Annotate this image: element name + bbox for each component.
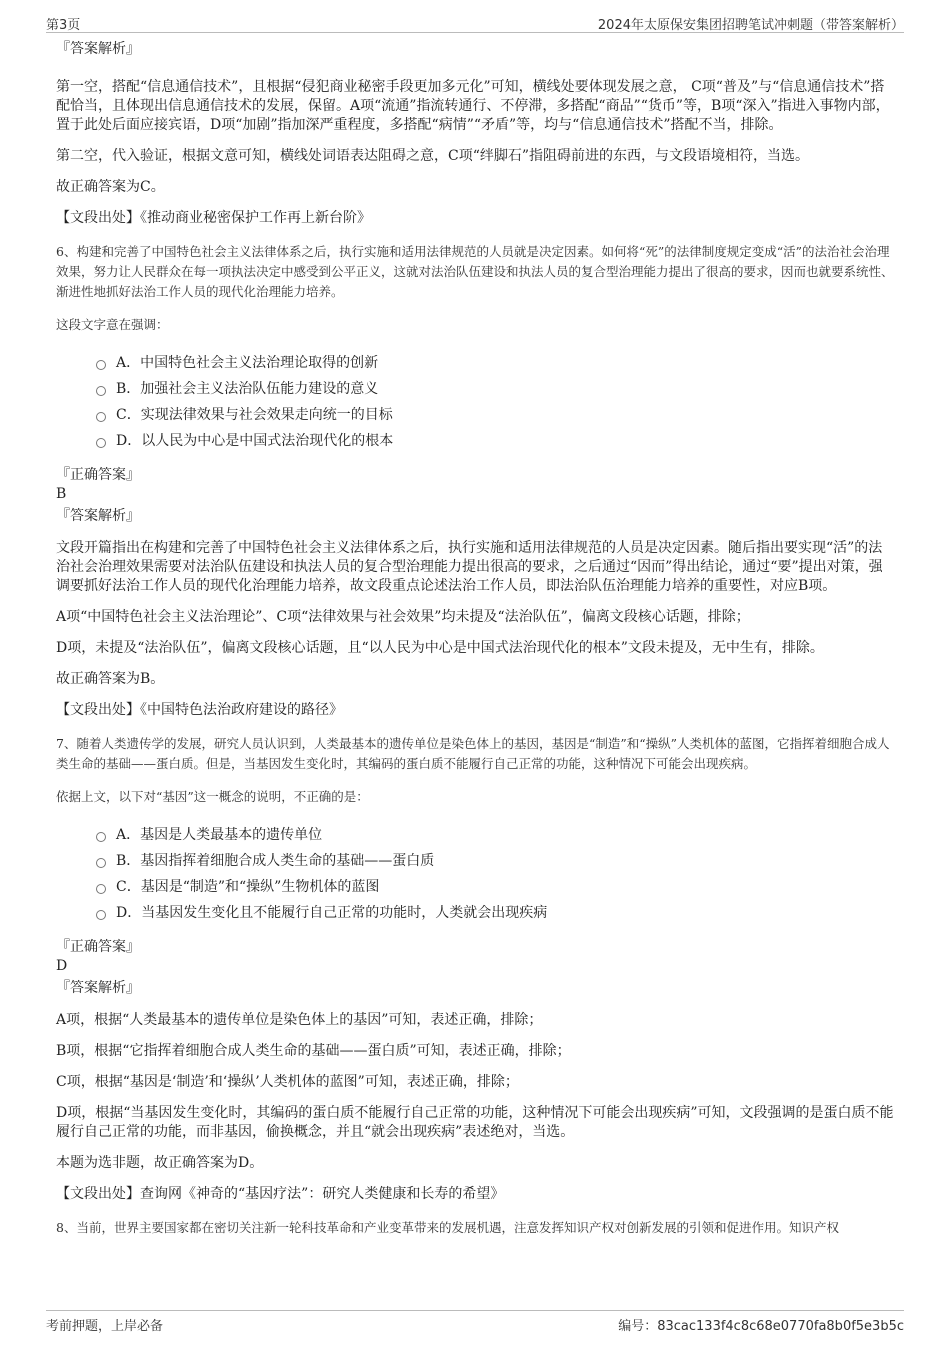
- question-8: [56, 1218, 896, 1238]
- page-header: [46, 12, 904, 33]
- explanation-paragraph: 故正确答案为B。: [56, 671, 165, 687]
- option-label: D．以人民为中心是中国式法治现代化的根本: [116, 433, 394, 449]
- option-a[interactable]: [96, 826, 896, 852]
- explanation-paragraph: D项，根据“当基因发生变化时，其编码的蛋白质不能履行自己正常的功能，这种情况下可能会出现疾病”可知，文段强调的是蛋白质不能履行自己正常的功能，而非基因，偷换概念，并且“就会出现疾病”表述绝对，当选。: [56, 1105, 894, 1140]
- option-c[interactable]: [96, 878, 896, 904]
- option-label: D．当基因发生变化且不能履行自己正常的功能时，人类就会出现疾病: [116, 905, 548, 921]
- correct-answer: B: [56, 486, 67, 502]
- option-a[interactable]: [96, 354, 896, 380]
- question-stem: 8、当前，世界主要国家都在密切关注新一轮科技革命和产业变革带来的发展机遇，注意发挥知识产权对创新发展的引领和促进作用。知识产权: [56, 1220, 839, 1235]
- radio-icon[interactable]: [96, 832, 106, 842]
- page-footer: [46, 1310, 904, 1333]
- option-list: [56, 354, 896, 458]
- question-stem: 6、构建和完善了中国特色社会主义法律体系之后，执行实施和适用法律规范的人员就是决定因素。如何将“死”的法律制度规定变成“活”的法治社会治理效果，努力让人民群众在每一项执法决定中感受到公平正义，这就对法治队伍建设和执法人员的复合型治理能力提出了很高的要求，因而也就要系统性、渐进性地抓好法治工作人员的现代化治理能力培养。: [56, 244, 894, 299]
- explanation-paragraph: B项，根据“它指挥着细胞合成人类生命的基础——蛋白质”可知，表述正确，排除；: [56, 1043, 571, 1059]
- option-b[interactable]: [96, 380, 896, 406]
- radio-icon[interactable]: [96, 412, 106, 422]
- explanation-label: 『答案解析』: [56, 41, 140, 57]
- source-citation: 【文段出处】查询网《神奇的“基因疗法”：研究人类健康和长寿的希望》: [56, 1186, 505, 1202]
- option-b[interactable]: [96, 852, 896, 878]
- correct-answer-label: 『正确答案』: [56, 467, 140, 483]
- option-label: A．中国特色社会主义法治理论取得的创新: [116, 355, 379, 371]
- explanation-paragraph: A项“中国特色社会主义法治理论”、C项“法律效果与社会效果”均未提及“法治队伍”，偏离文段核心话题，排除；: [56, 609, 750, 625]
- source-citation: 【文段出处】《推动商业秘密保护工作再上新台阶》: [56, 210, 371, 226]
- option-label: B．加强社会主义法治队伍能力建设的意义: [116, 381, 379, 397]
- question-6: [56, 242, 896, 720]
- radio-icon[interactable]: [96, 386, 106, 396]
- radio-icon[interactable]: [96, 910, 106, 920]
- explanation-paragraph: D项，未提及“法治队伍”，偏离文段核心话题，且“以人民为中心是中国式法治现代化的根本”文段未提及，无中生有，排除。: [56, 640, 824, 656]
- page-number: 第3页: [46, 18, 81, 33]
- source-citation: 【文段出处】《中国特色法治政府建设的路径》: [56, 702, 343, 718]
- radio-icon[interactable]: [96, 438, 106, 448]
- radio-icon[interactable]: [96, 360, 106, 370]
- radio-icon[interactable]: [96, 858, 106, 868]
- question-5-explanation: [56, 40, 896, 228]
- question-7: [56, 734, 896, 1204]
- explanation-label: 『答案解析』: [56, 508, 140, 524]
- correct-answer-label: 『正确答案』: [56, 939, 140, 955]
- option-label: C．基因是“制造”和“操纵”生物机体的蓝图: [116, 879, 380, 895]
- footer-slogan: 考前押题，上岸必备: [46, 1319, 164, 1334]
- correct-answer: D: [56, 958, 68, 974]
- explanation-paragraph: 第二空，代入验证，根据文意可知，横线处词语表达阻碍之意，C项“绊脚石”指阻碍前进的东西，与文段语境相符，当选。: [56, 148, 810, 164]
- document-title: 2024年太原保安集团招聘笔试冲刺题（带答案解析）: [597, 18, 904, 33]
- document-body: [56, 40, 896, 1252]
- option-label: B．基因指挥着细胞合成人类生命的基础——蛋白质: [116, 853, 435, 869]
- option-list: [56, 826, 896, 930]
- option-label: C．实现法律效果与社会效果走向统一的目标: [116, 407, 393, 423]
- question-prompt: 依据上文，以下对“基因”这一概念的说明，不正确的是：: [56, 789, 369, 804]
- option-label: A．基因是人类最基本的遗传单位: [116, 827, 323, 843]
- explanation-paragraph: 故正确答案为C。: [56, 179, 165, 195]
- question-stem: 7、随着人类遗传学的发展，研究人员认识到，人类最基本的遗传单位是染色体上的基因，基因是“制造”和“操纵”人类机体的蓝图，它指挥着细胞合成人类生命的基础——蛋白质。但是，当基因发生变化时，其编码的蛋白质不能履行自己正常的功能，这种情况下可能会出现疾病。: [56, 736, 890, 771]
- explanation-paragraph: C项，根据“基因是‘制造’和‘操纵’人类机体的蓝图”可知，表述正确，排除；: [56, 1074, 519, 1090]
- explanation-label: 『答案解析』: [56, 980, 140, 996]
- option-d[interactable]: [96, 904, 896, 930]
- explanation-paragraph: 第一空，搭配“信息通信技术”，且根据“侵犯商业秘密手段更加多元化”可知，横线处要体现发展之意， C项“普及”与“信息通信技术”搭配恰当，且体现出信息通信技术的发展，保留。A项“流通”指流转通行、不停滞，多搭配“商品”“货币”等，B项“深入”指进入事物内部，置于此处后面应接宾语，D项“加剧”指加深严重程度，多搭配“病情”“矛盾”等，均与“信息通信技术”搭配不当，排除。: [56, 79, 890, 133]
- explanation-paragraph: 文段开篇指出在构建和完善了中国特色社会主义法律体系之后，执行实施和适用法律规范的人员是决定因素。随后指出要实现“活”的法治社会治理效果需要对法治队伍建设和执法人员的复合型治理能力提出很高的要求，之后通过“因而”得出结论，通过“要”提出对策，强调要抓好法治工作人员的现代化治理能力培养，故文段重点论述法治工作人员，即法治队伍治理能力培养的重要性，对应B项。: [56, 540, 883, 594]
- explanation-paragraph: 本题为选非题，故正确答案为D。: [56, 1155, 264, 1171]
- option-d[interactable]: [96, 432, 896, 458]
- option-c[interactable]: [96, 406, 896, 432]
- explanation-paragraph: A项，根据“人类最基本的遗传单位是染色体上的基因”可知，表述正确，排除；: [56, 1012, 543, 1028]
- document-id: 编号：83cac133f4c8c68e0770fa8b0f5e3b5c: [618, 1319, 904, 1334]
- question-prompt: 这段文字意在强调：: [56, 317, 169, 332]
- radio-icon[interactable]: [96, 884, 106, 894]
